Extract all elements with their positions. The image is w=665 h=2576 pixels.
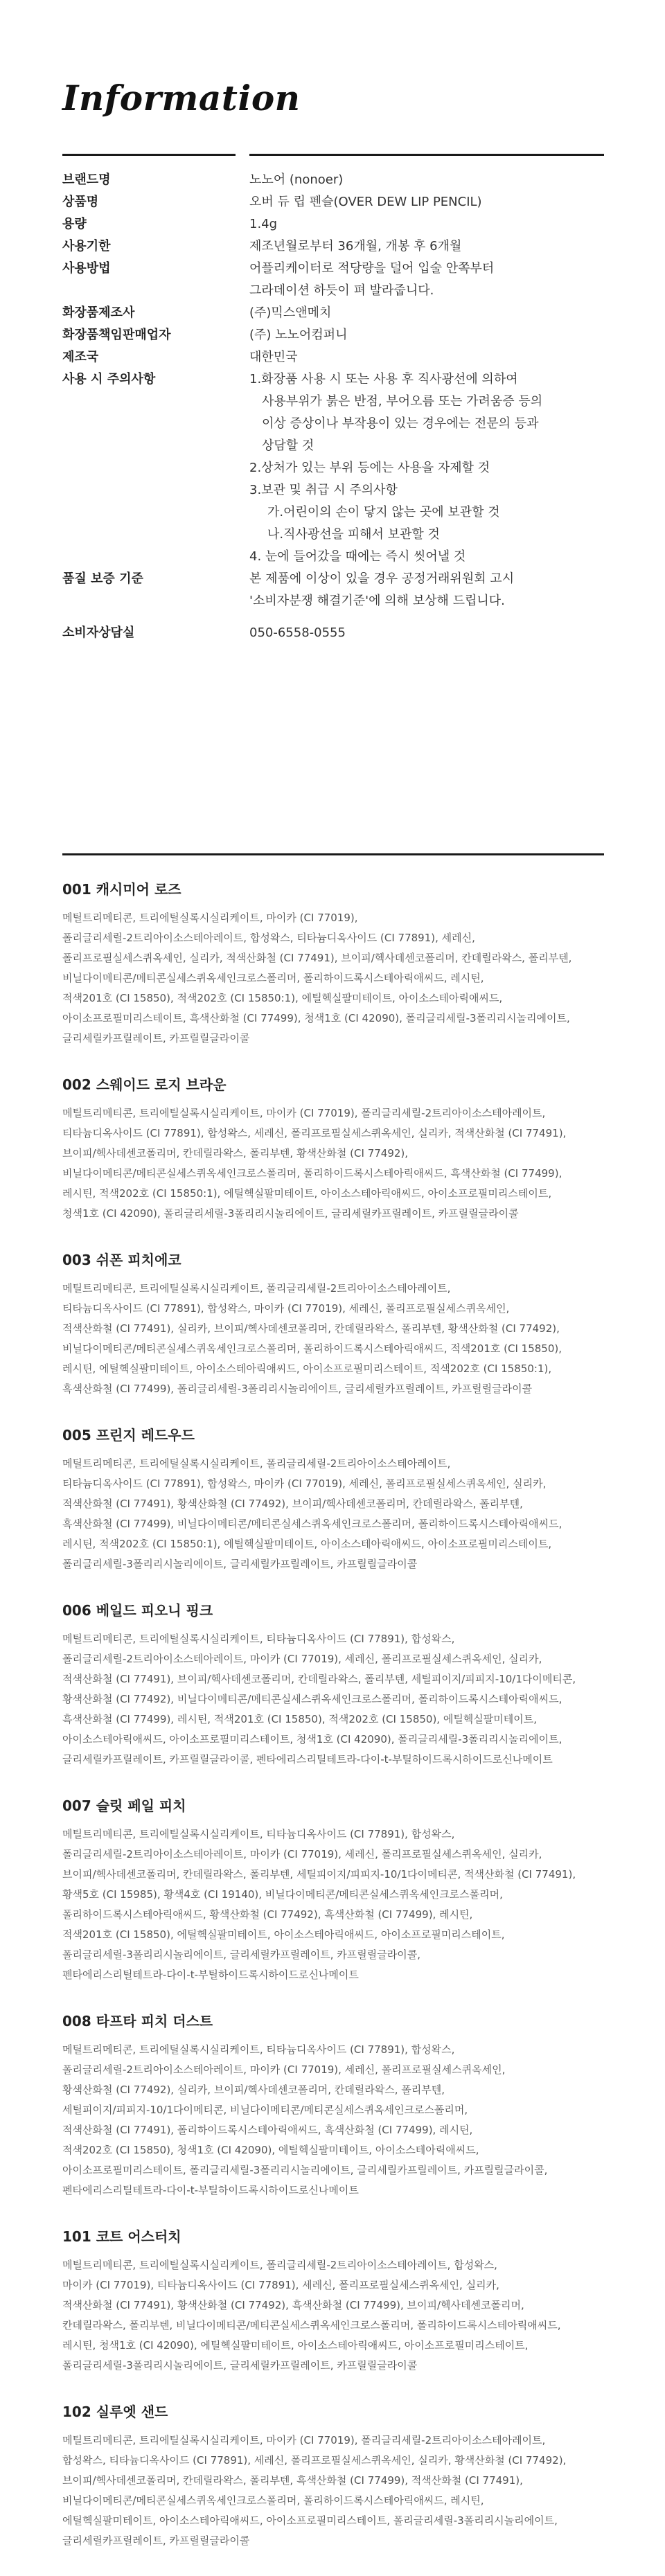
info-row	[62, 622, 604, 644]
ingredient-block	[62, 2401, 610, 2551]
info-value-line: 050-6558-0555	[249, 625, 346, 640]
ingredient-block	[62, 878, 610, 1049]
info-label: 브랜드명	[62, 172, 111, 187]
info-value-line: 본 제품에 이상이 있을 경우 공정거래위원회 고시	[249, 571, 515, 586]
ingredient-line: 적색201호 (CI 15850), 적색202호 (CI 15850:1), 에틸헥실팔미테이트, 아이소스테아릭애씨드,	[62, 992, 503, 1004]
ingredient-line: 폴리글리세릴-2트리아이소스테아레이트, 마이카 (CI 77019), 세레신, 폴리프로필실세스퀴옥세인, 실리카,	[62, 1848, 542, 1860]
shade-name: 008 타프타 피치 더스트	[62, 2013, 213, 2029]
ingredient-line: 폴리글리세릴-3폴리리시놀리에이트, 글리세릴카프릴레이트, 카프릴릴글라이콜	[62, 2359, 418, 2372]
ingredient-line: 폴리글리세릴-2트리아이소스테아레이트, 마이카 (CI 77019), 세레신, 폴리프로필실세스퀴옥세인,	[62, 2063, 506, 2076]
info-row	[62, 302, 604, 324]
shade-name: 002 스웨이드 로지 브라운	[62, 1076, 227, 1093]
ingredient-list	[62, 1279, 610, 1399]
info-label: 화장품제조사	[62, 305, 135, 320]
ingredient-line: 적색산화철 (CI 77491), 폴리하이드록시스테아릭애씨드, 흑색산화철 (CI 77499), 레시틴,	[62, 2124, 473, 2136]
shade-name: 102 실루엣 샌드	[62, 2404, 168, 2420]
shade-name: 001 캐시미어 로즈	[62, 881, 181, 898]
info-label: 화장품책임판매업자	[62, 328, 171, 342]
info-value	[249, 191, 604, 213]
shade-name: 006 베일드 피오니 핑크	[62, 1602, 213, 1619]
ingredient-list	[62, 2255, 610, 2376]
ingredient-block	[62, 1795, 610, 1985]
ingredient-line: 청색1호 (CI 42090), 폴리글리세릴-3폴리리시놀리에이트, 글리세릴카프릴레이트, 카프릴릴글라이콜	[62, 1207, 519, 1220]
info-label: 사용방법	[62, 261, 111, 276]
ingredient-list	[62, 1629, 610, 1770]
info-value	[249, 346, 604, 368]
info-value-line: 1.4g	[249, 217, 278, 231]
ingredient-block	[62, 1424, 610, 1574]
info-row	[62, 169, 604, 191]
ingredient-line: 메틸트리메티콘, 트리에틸실록시실리케이트, 폴리글리세릴-2트리아이소스테아레이트,	[62, 1282, 451, 1295]
ingredient-line: 비닐다이메티콘/메티콘실세스퀴옥세인크로스폴리머, 폴리하이드록시스테아릭애씨드, 적색201호 (CI 15850),	[62, 1342, 562, 1355]
info-value-line: (주)믹스앤메치	[249, 305, 332, 320]
ingredient-list	[62, 1103, 610, 1224]
ingredient-line: 티타늄디옥사이드 (CI 77891), 합성왁스, 세레신, 폴리프로필실세스퀴옥세인, 실리카, 적색산화철 (CI 77491),	[62, 1127, 567, 1139]
info-label: 품질 보증 기준	[62, 571, 143, 586]
info-row	[62, 213, 604, 236]
info-value-line: 상담할 것	[262, 438, 314, 453]
info-value-line: '소비자분쟁 해결기준'에 의해 보상해 드립니다.	[249, 594, 505, 608]
ingredient-block	[62, 2010, 610, 2201]
info-value-line: 가.어린이의 손이 닿지 않는 곳에 보관할 것	[267, 505, 500, 519]
ingredient-line: 적색산화철 (CI 77491), 브이피/헥사데센코폴리머, 칸데릴라왁스, 폴리부텐, 세틸피이지/피피지-10/1다이메티콘,	[62, 1673, 576, 1685]
ingredient-list	[62, 908, 610, 1049]
info-value-line: 오버 듀 립 펜슬(OVER DEW LIP PENCIL)	[249, 195, 482, 209]
info-value-line: 제조년월로부터 36개월, 개봉 후 6개월	[249, 239, 462, 254]
ingredient-line: 글리세릴카프릴레이트, 카프릴릴글라이콜, 펜타에리스리틸테트라-다이-t-부틸하이드록시하이드로신나메이트	[62, 1753, 553, 1766]
info-value-line: 이상 증상이나 부작용이 있는 경우에는 전문의 등과	[262, 416, 539, 431]
ingredient-line: 흑색산화철 (CI 77499), 레시틴, 적색201호 (CI 15850), 적색202호 (CI 15850), 에틸헥실팔미테이트,	[62, 1713, 538, 1725]
ingredient-line: 합성왁스, 티타늄디옥사이드 (CI 77891), 세레신, 폴리프로필실세스퀴옥세인, 실리카, 황색산화철 (CI 77492),	[62, 2454, 567, 2467]
ingredient-line: 글리세릴카프릴레이트, 카프릴릴글라이콜	[62, 1032, 250, 1045]
ingredient-line: 폴리글리세릴-3폴리리시놀리에이트, 글리세릴카프릴레이트, 카프릴릴글라이콜,	[62, 1948, 420, 1961]
ingredient-line: 레시틴, 청색1호 (CI 42090), 에틸헥실팔미테이트, 아이소스테아릭애씨드, 아이소프로필미리스테이트,	[62, 2339, 529, 2352]
section-title: Information	[62, 78, 301, 118]
info-label: 사용기한	[62, 239, 111, 254]
ingredient-line: 마이카 (CI 77019), 티타늄디옥사이드 (CI 77891), 세레신, 폴리프로필실세스퀴옥세인, 실리카,	[62, 2279, 499, 2291]
info-value	[249, 622, 604, 644]
ingredient-block	[62, 2226, 610, 2376]
info-value	[249, 324, 604, 346]
ingredient-line: 레시틴, 적색202호 (CI 15850:1), 에틸헥실팔미테이트, 아이소스테아릭애씨드, 아이소프로필미리스테이트,	[62, 1187, 552, 1200]
ingredient-line: 비닐다이메티콘/메티콘실세스퀴옥세인크로스폴리머, 폴리하이드록시스테아릭애씨드, 흑색산화철 (CI 77499),	[62, 1167, 562, 1180]
info-row	[62, 191, 604, 213]
ingredient-line: 메틸트리메티콘, 트리에틸실록시실리케이트, 티타늄디옥사이드 (CI 77891), 합성왁스,	[62, 1828, 455, 1840]
shade-name: 005 프린지 레드우드	[62, 1427, 195, 1444]
ingredient-line: 비닐다이메티콘/메티콘실세스퀴옥세인크로스폴리머, 폴리하이드록시스테아릭애씨드, 레시틴,	[62, 2494, 484, 2507]
ingredient-line: 흑색산화철 (CI 77499), 폴리글리세릴-3폴리리시놀리에이트, 글리세릴카프릴레이트, 카프릴릴글라이콜	[62, 1383, 533, 1395]
info-value-line: 대한민국	[249, 350, 298, 364]
info-table	[62, 169, 604, 644]
info-value	[249, 236, 604, 258]
ingredient-line: 브이피/헥사데센코폴리머, 칸데릴라왁스, 폴리부텐, 황색산화철 (CI 77492),	[62, 1147, 409, 1160]
ingredient-line: 에틸헥실팔미테이트, 아이소스테아릭애씨드, 아이소프로필미리스테이트, 폴리글리세릴-3폴리리시놀리에이트,	[62, 2514, 558, 2527]
ingredient-line: 브이피/헥사데센코폴리머, 칸데릴라왁스, 폴리부텐, 흑색산화철 (CI 77499), 적색산화철 (CI 77491),	[62, 2474, 523, 2487]
info-row	[62, 324, 604, 346]
ingredient-line: 글리세릴카프릴레이트, 카프릴릴글라이콜	[62, 2534, 250, 2547]
info-value	[249, 302, 604, 324]
ingredient-line: 브이피/헥사데센코폴리머, 칸데릴라왁스, 폴리부텐, 세틸피이지/피피지-10/1다이메티콘, 적색산화철 (CI 77491),	[62, 1868, 576, 1881]
info-row	[62, 258, 604, 302]
ingredient-line: 아이소프로필미리스테이트, 폴리글리세릴-3폴리리시놀리에이트, 글리세릴카프릴레이트, 카프릴릴글라이콜,	[62, 2164, 548, 2176]
info-value-line: 2.상처가 있는 부위 등에는 사용을 자제할 것	[249, 461, 490, 475]
ingredient-list	[62, 1824, 610, 1985]
ingredient-list	[62, 1454, 610, 1574]
info-value-line: 1.화장품 사용 시 또는 사용 후 직사광선에 의하여	[249, 372, 518, 387]
ingredient-line: 세틸피이지/피피지-10/1다이메티콘, 비닐다이메티콘/메티콘실세스퀴옥세인크로스폴리머,	[62, 2104, 468, 2116]
ingredient-line: 펜타에리스리틸테트라-다이-t-부틸하이드록시하이드로신나메이트	[62, 2184, 359, 2196]
info-row	[62, 346, 604, 368]
info-value	[249, 213, 604, 236]
ingredient-line: 칸데릴라왁스, 폴리부텐, 비닐다이메티콘/메티콘실세스퀴옥세인크로스폴리머, 폴리하이드록시스테아릭애씨드,	[62, 2319, 561, 2331]
shade-name: 007 슬릿 페일 피치	[62, 1797, 186, 1814]
ingredient-line: 메틸트리메티콘, 트리에틸실록시실리케이트, 티타늄디옥사이드 (CI 77891), 합성왁스,	[62, 1633, 455, 1645]
ingredient-line: 폴리글리세릴-2트리아이소스테아레이트, 마이카 (CI 77019), 세레신, 폴리프로필실세스퀴옥세인, 실리카,	[62, 1653, 542, 1665]
ingredient-line: 메틸트리메티콘, 트리에틸실록시실리케이트, 마이카 (CI 77019), 폴리글리세릴-2트리아이소스테아레이트,	[62, 2434, 546, 2446]
ingredient-line: 적색201호 (CI 15850), 에틸헥실팔미테이트, 아이소스테아릭애씨드, 아이소프로필미리스테이트,	[62, 1928, 505, 1941]
ingredient-line: 메틸트리메티콘, 트리에틸실록시실리케이트, 마이카 (CI 77019), 폴리글리세릴-2트리아이소스테아레이트,	[62, 1107, 546, 1119]
info-value-line: 사용부위가 붉은 반점, 부어오름 또는 가려움증 등의	[262, 394, 543, 409]
ingredients-divider	[62, 853, 604, 855]
ingredients-section	[62, 878, 610, 2576]
ingredient-line: 적색202호 (CI 15850), 청색1호 (CI 42090), 에틸헥실팔미테이트, 아이소스테아릭애씨드,	[62, 2144, 479, 2156]
ingredient-line: 아이소프로필미리스테이트, 흑색산화철 (CI 77499), 청색1호 (CI 42090), 폴리글리세릴-3폴리리시놀리에이트,	[62, 1012, 570, 1024]
info-label: 용량	[62, 217, 87, 231]
info-value-line: 노노어 (nonoer)	[249, 172, 344, 187]
info-value	[249, 169, 604, 191]
ingredient-line: 적색산화철 (CI 77491), 황색산화철 (CI 77492), 흑색산화철 (CI 77499), 브이피/헥사데센코폴리머,	[62, 2299, 524, 2311]
info-label: 제조국	[62, 350, 99, 364]
ingredient-line: 메틸트리메티콘, 트리에틸실록시실리케이트, 마이카 (CI 77019),	[62, 912, 358, 924]
ingredient-line: 황색산화철 (CI 77492), 비닐다이메티콘/메티콘실세스퀴옥세인크로스폴리머, 폴리하이드록시스테아릭애씨드,	[62, 1693, 562, 1705]
info-value-line: 나.직사광선을 피해서 보관할 것	[267, 527, 440, 542]
ingredient-line: 펜타에리스리틸테트라-다이-t-부틸하이드록시하이드로신나메이트	[62, 1969, 359, 1981]
ingredient-block	[62, 1249, 610, 1399]
ingredient-line: 적색산화철 (CI 77491), 실리카, 브이피/헥사데센코폴리머, 칸데릴라왁스, 폴리부텐, 황색산화철 (CI 77492),	[62, 1322, 560, 1335]
info-label: 사용 시 주의사항	[62, 372, 156, 387]
ingredient-line: 티타늄디옥사이드 (CI 77891), 합성왁스, 마이카 (CI 77019), 세레신, 폴리프로필실세스퀴옥세인, 실리카,	[62, 1477, 547, 1490]
ingredient-line: 메틸트리메티콘, 트리에틸실록시실리케이트, 폴리글리세릴-2트리아이소스테아레이트, 합성왁스,	[62, 2259, 497, 2271]
ingredient-line: 황색5호 (CI 15985), 황색4호 (CI 19140), 비닐다이메티콘/메티콘실세스퀴옥세인크로스폴리머,	[62, 1888, 503, 1901]
info-label: 소비자상담실	[62, 625, 135, 640]
ingredient-line: 적색산화철 (CI 77491), 황색산화철 (CI 77492), 브이피/헥사데센코폴리머, 칸데릴라왁스, 폴리부텐,	[62, 1498, 523, 1510]
ingredient-line: 폴리프로필실세스퀴옥세인, 실리카, 적색산화철 (CI 77491), 브이피/헥사데센코폴리머, 칸데릴라왁스, 폴리부텐,	[62, 952, 572, 964]
ingredient-line: 비닐다이메티콘/메티콘실세스퀴옥세인크로스폴리머, 폴리하이드록시스테아릭애씨드, 레시틴,	[62, 972, 484, 984]
info-value-line: 그라데이션 하듯이 펴 발라줍니다.	[249, 283, 434, 298]
ingredient-line: 황색산화철 (CI 77492), 실리카, 브이피/헥사데센코폴리머, 칸데릴라왁스, 폴리부텐,	[62, 2084, 445, 2096]
ingredient-line: 레시틴, 에틸헥실팔미테이트, 아이소스테아릭애씨드, 아이소프로필미리스테이트, 적색202호 (CI 15850:1),	[62, 1362, 552, 1375]
ingredient-line: 폴리글리세릴-2트리아이소스테아레이트, 합성왁스, 티타늄디옥사이드 (CI 77891), 세레신,	[62, 932, 475, 944]
ingredient-list	[62, 2040, 610, 2201]
ingredient-line: 메틸트리메티콘, 트리에틸실록시실리케이트, 티타늄디옥사이드 (CI 77891), 합성왁스,	[62, 2043, 455, 2056]
ingredient-block	[62, 1599, 610, 1770]
ingredient-block	[62, 1074, 610, 1224]
shade-name: 003 쉬폰 피치에코	[62, 1252, 181, 1268]
info-value	[249, 568, 604, 612]
ingredient-line: 흑색산화철 (CI 77499), 비닐다이메티콘/메티콘실세스퀴옥세인크로스폴리머, 폴리하이드록시스테아릭애씨드,	[62, 1518, 562, 1530]
ingredient-line: 레시틴, 적색202호 (CI 15850:1), 에틸헥실팔미테이트, 아이소스테아릭애씨드, 아이소프로필미리스테이트,	[62, 1538, 552, 1550]
info-value	[249, 258, 604, 302]
info-value-line: (주) 노노어컴퍼니	[249, 328, 348, 342]
ingredient-line: 폴리하이드록시스테아릭애씨드, 황색산화철 (CI 77492), 흑색산화철 (CI 77499), 레시틴,	[62, 1908, 473, 1921]
info-value-line: 4. 눈에 들어갔을 때에는 즉시 씻어낼 것	[249, 549, 466, 564]
ingredient-list	[62, 2431, 610, 2551]
info-row	[62, 568, 604, 612]
info-value-line: 어플리케이터로 적당량을 덜어 입술 안쪽부터	[249, 261, 495, 276]
ingredient-line: 아이소스테아릭애씨드, 아이소프로필미리스테이트, 청색1호 (CI 42090), 폴리글리세릴-3폴리리시놀리에이트,	[62, 1733, 562, 1746]
divider-left	[62, 154, 236, 156]
info-value	[249, 368, 604, 568]
ingredient-line: 폴리글리세릴-3폴리리시놀리에이트, 글리세릴카프릴레이트, 카프릴릴글라이콜	[62, 1558, 418, 1570]
info-label: 상품명	[62, 195, 99, 209]
divider-right	[249, 154, 604, 156]
info-value-line: 3.보관 및 취급 시 주의사항	[249, 483, 398, 497]
ingredient-line: 메틸트리메티콘, 트리에틸실록시실리케이트, 폴리글리세릴-2트리아이소스테아레이트,	[62, 1457, 451, 1470]
info-row	[62, 236, 604, 258]
shade-name: 101 코트 어스터치	[62, 2228, 181, 2245]
ingredient-line: 티타늄디옥사이드 (CI 77891), 합성왁스, 마이카 (CI 77019), 세레신, 폴리프로필실세스퀴옥세인,	[62, 1302, 510, 1315]
info-row	[62, 368, 604, 568]
